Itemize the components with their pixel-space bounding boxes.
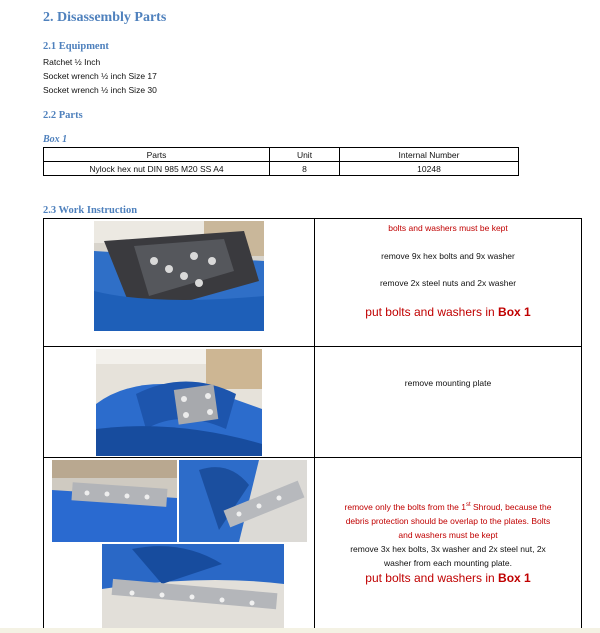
column-header: Parts (44, 148, 270, 162)
instruction-note: and washers must be kept (398, 530, 498, 540)
table-cell: 10248 (340, 162, 519, 176)
instruction-box-text: put bolts and washers in (365, 305, 499, 319)
photo-plate-bottom (102, 544, 284, 629)
table-header-row (44, 148, 519, 162)
instruction-box-note (315, 305, 581, 319)
photo-plate-right (179, 460, 307, 542)
work-instruction-heading: 2.3 Work Instruction (43, 205, 138, 216)
instruction-text: remove mounting plate (404, 378, 492, 388)
section-title: 2. Disassembly Parts (43, 10, 167, 25)
parts-heading: 2.2 Parts (43, 110, 83, 121)
instruction-text: remove 9x hex bolts and 9x washer (381, 251, 515, 261)
box-label: Box 1 (43, 134, 68, 145)
column-header: Internal Number (340, 148, 519, 162)
page-bottom-strip (0, 628, 600, 633)
column-header: Unit (270, 148, 340, 162)
instruction-box-text: put bolts and washers in (365, 571, 499, 585)
table-row (44, 162, 519, 176)
equipment-item: Socket wrench ½ inch Size 30 (43, 85, 157, 95)
instruction-text: washer from each mounting plate. (383, 558, 513, 568)
instruction-note: debris protection should be overlap to the plates. Bolts (345, 516, 551, 526)
box-reference: Box 1 (498, 571, 531, 585)
instruction-box-note (315, 571, 581, 585)
equipment-item: Ratchet ½ Inch (43, 57, 101, 67)
photo-blade-bolts (94, 221, 264, 331)
instruction-note: bolts and washers must be kept (388, 223, 508, 233)
table-cell: 8 (270, 162, 340, 176)
instruction-note (315, 502, 581, 512)
ordinal-suffix: st (465, 502, 471, 509)
parts-table (43, 147, 519, 176)
note-text: remove only the bolts from the 1 (344, 502, 466, 512)
work-instruction-table (43, 218, 582, 633)
photo-mounting-plate (96, 349, 262, 456)
box-reference: Box 1 (498, 305, 531, 319)
table-cell: Nylock hex nut DIN 985 M20 SS A4 (44, 162, 270, 176)
instruction-text: remove 2x steel nuts and 2x washer (379, 278, 517, 288)
photo-plate-left (52, 460, 177, 542)
equipment-heading: 2.1 Equipment (43, 41, 109, 52)
note-text: Shroud, because the (470, 502, 552, 512)
equipment-item: Socket wrench ½ inch Size 17 (43, 71, 157, 81)
instruction-text: remove 3x hex bolts, 3x washer and 2x steel nut, 2x (350, 544, 546, 554)
